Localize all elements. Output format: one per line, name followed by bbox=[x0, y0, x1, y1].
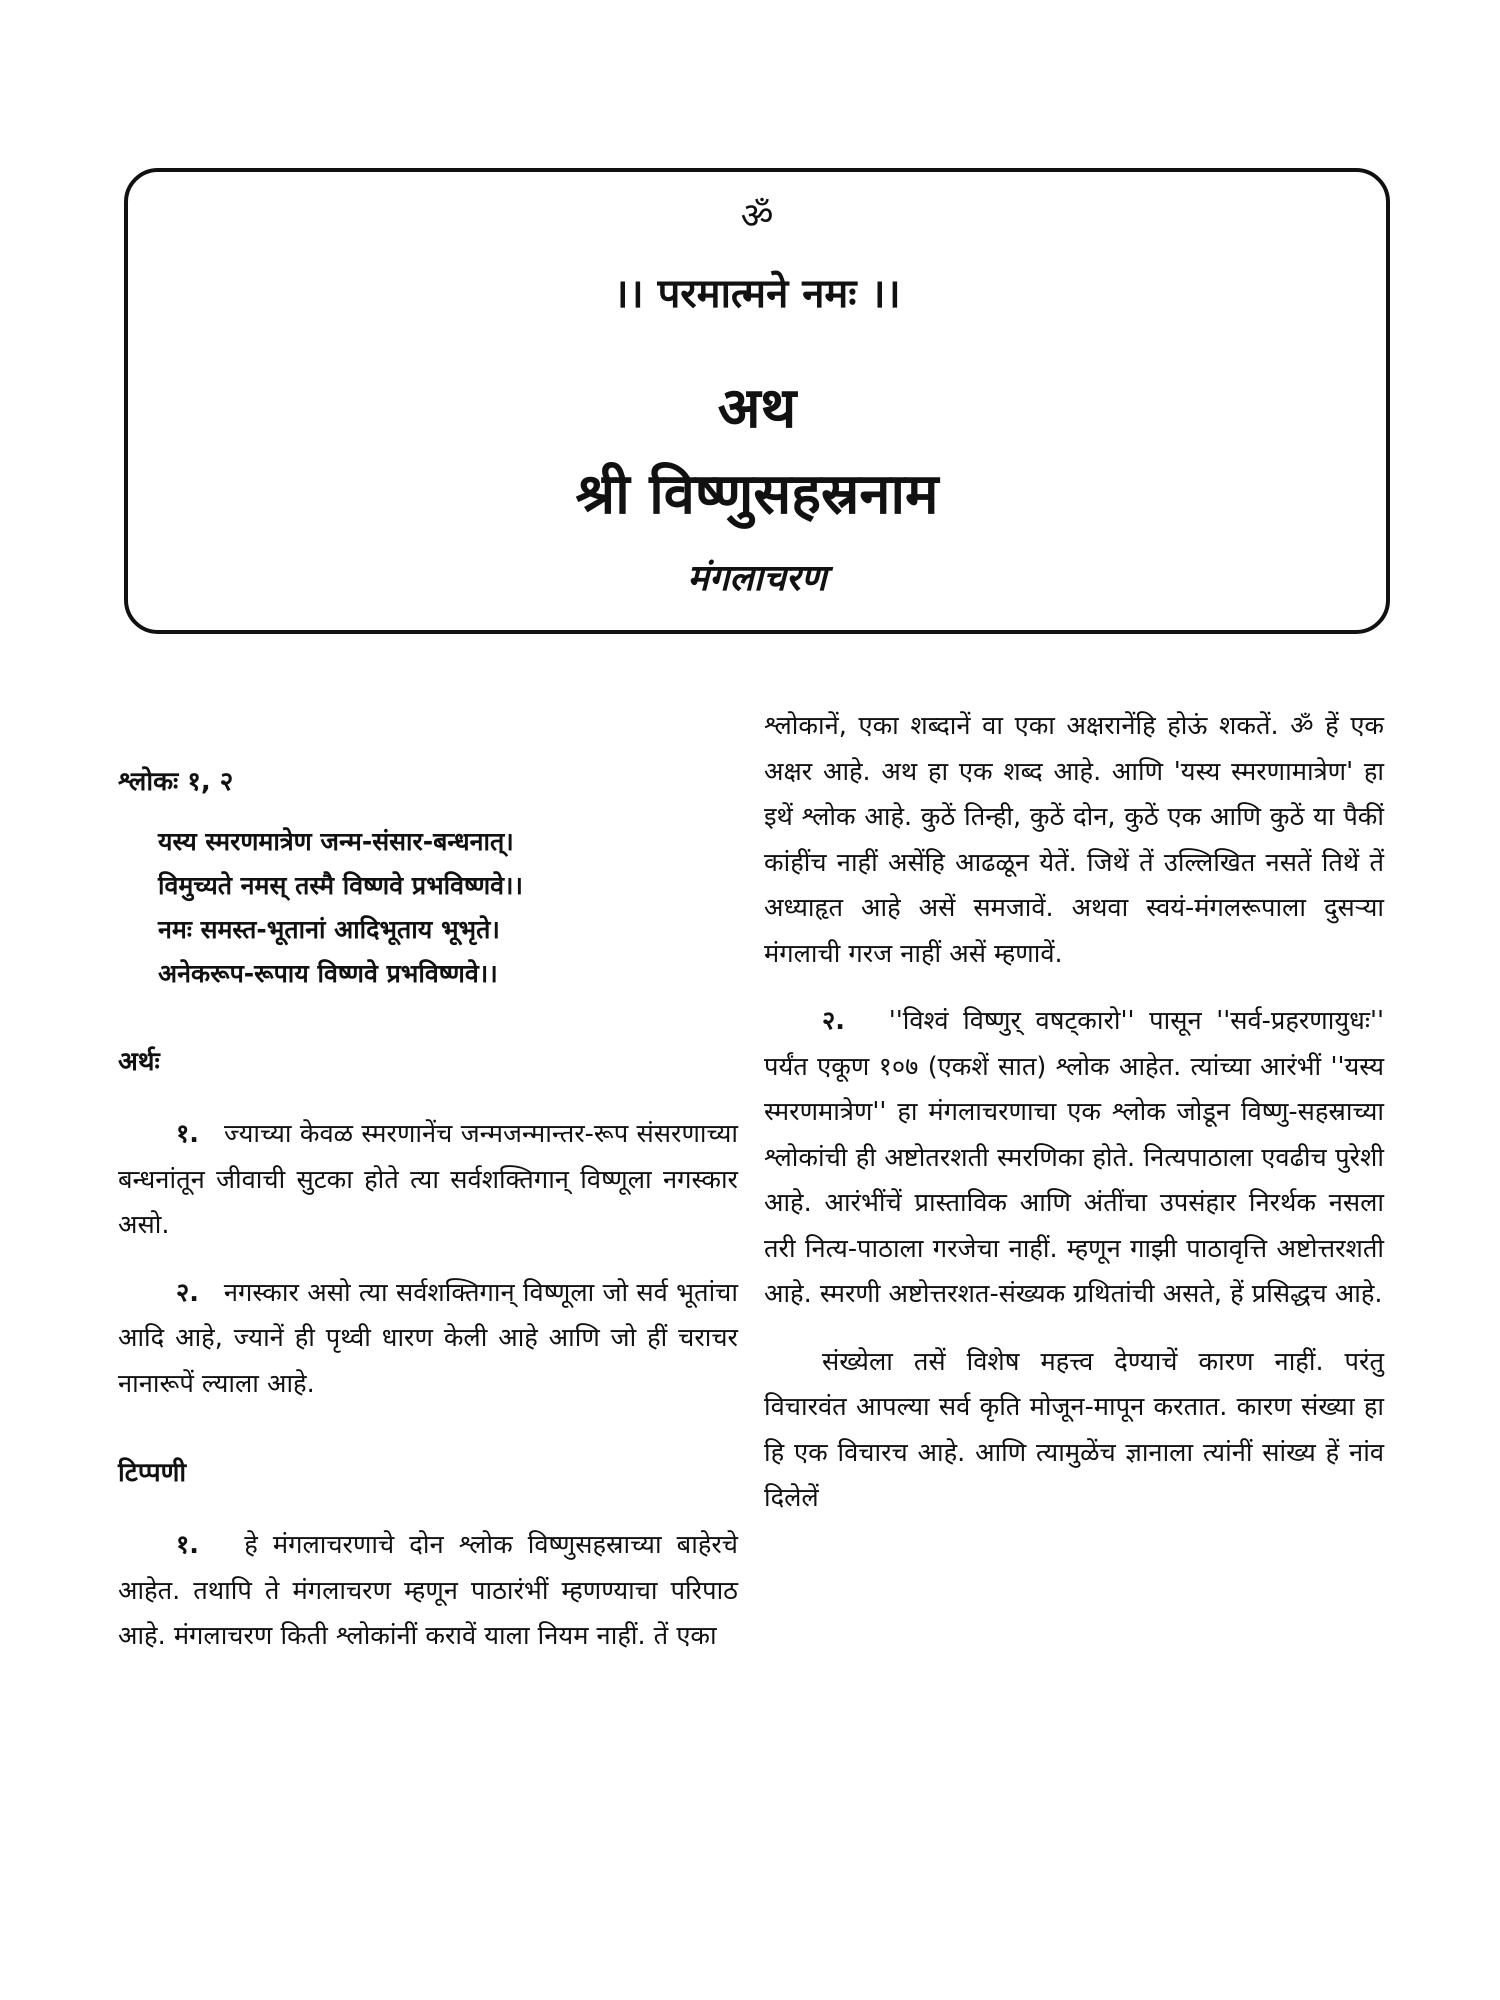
shloka-heading: श्लोकः १, २ bbox=[118, 767, 234, 797]
paragraph-text: हे मंगलाचरणाचे दोन श्लोक विष्णुसहस्राच्या बाहेरचे आहेत. तथापि ते मंगलाचरण म्हणून पाठारंभीं म्हणण्याचा परिपाठ आहे. मंगलाचरण किती श्लोकांनीं करावें याला नियम नाहीं. तें एका bbox=[118, 1530, 738, 1651]
paragraph-number: १. bbox=[176, 1119, 199, 1149]
body-paragraph bbox=[764, 999, 1384, 1318]
verse-line: विमुच्यते नमस् तस्मै विष्णवे प्रभविष्णवे।। bbox=[158, 871, 523, 900]
meaning-paragraph bbox=[118, 1271, 738, 1408]
paragraph-text: ज्याच्या केवळ स्मरणानेंच जन्मजन्मान्तर-रूप संसरणाच्या बन्धनांतून जीवाची सुटका होते त्या सर्वशक्तिगान् विष्णूला नगस्कार असो. bbox=[118, 1119, 738, 1240]
section-subtitle: मंगलाचरण bbox=[687, 558, 827, 599]
verse-line: यस्य स्मरणमात्रेण जन्म-संसार-बन्धनात्। bbox=[158, 827, 514, 856]
verse-block bbox=[158, 820, 738, 996]
continued-paragraph: श्लोकानें, एका शब्दानें वा एका अक्षरानेंहि होऊं शकतें. ॐ हें एक अक्षर आहे. अथ हा एक शब्द आहे. आणि 'यस्य स्मरणामात्रेण' हा इथें श्लोक आहे. कुठें तिन्ही, कुठें दोन, कुठें एक आणि कुठें या पैकीं कांहींच नाहीं असेंहि आढळून येतें. जिथें तें उल्लिखित नसतें तिथें तें अध्याहृत आहे असें समजावें. अथवा स्वयं-मंगलरूपाला दुसऱ्या मंगलाची गरज नाहीं असें म्हणावें. bbox=[764, 711, 1384, 969]
invocation: ।। परमात्मने नमः ।। bbox=[613, 271, 901, 317]
notes-heading: टिप्पणी bbox=[118, 1458, 187, 1488]
header-box bbox=[124, 168, 1390, 634]
paragraph-number: २. bbox=[176, 1277, 199, 1308]
meaning-paragraph bbox=[118, 1112, 738, 1249]
paragraph-text: ''विश्वं विष्णुर् वषट्कारो'' पासून ''सर्व-प्रहरणायुधः'' पर्यंत एकूण १०७ (एकशें सात) श्लोक आहेत. त्यांच्या आरंभीं ''यस्य स्मरणमात्रेण'' हा मंगलाचरणाचा एक श्लोक जोडून विष्णु-सहस्राच्या श्लोकांची ही अष्टोतरशती स्मरणिका होते. नित्यपाठाला एवढीच पुरेशी आहे. आरंभींचें प्रास्ताविक आणि अंतींचा उपसंहार निरर्थक नसला तरी नित्य-पाठाला गरजेचा नाहीं. म्हणून गाझी पाठावृत्ति अष्टोत्तरशती आहे. स्मरणी अष्टोत्तरशत-संख्यक ग्रथितांची असते, हें प्रसिद्धच आहे. bbox=[764, 1006, 1384, 1309]
verse-line: नमः समस्त-भूतानां आदिभूताय भूभृते। bbox=[158, 915, 500, 944]
note-paragraph bbox=[118, 1523, 738, 1660]
body-paragraph: संख्येला तसें विशेष महत्त्व देण्याचें कारण नाहीं. परंतु विचारवंत आपल्या सर्व कृति मोजून-मापून करतात. कारण संख्या हा हि एक विचारच आहे. आणि त्यामुळेंच ज्ञानाला त्यांनीं सांख्य हें नांव दिलेलें bbox=[764, 1346, 1384, 1513]
title-line-1: अथ bbox=[717, 376, 797, 441]
om-symbol: ॐ bbox=[740, 196, 774, 237]
title-line-2: श्री विष्णुसहस्रनाम bbox=[575, 462, 939, 527]
paragraph-number: २. bbox=[822, 1006, 845, 1036]
verse-line: अनेकरूप-रूपाय विष्णवे प्रभविष्णवे।। bbox=[158, 959, 498, 988]
paragraph-number: १. bbox=[176, 1530, 199, 1560]
meaning-heading: अर्थः bbox=[118, 1047, 160, 1077]
paragraph-text: नगस्कार असो त्या सर्वशक्तिगान् विष्णूला जो सर्व भूतांचा आदि आहे, ज्यानें ही पृथ्वी धारण केली आहे आणि जो हीं चराचर नानारूपें ल्याला आहे. bbox=[118, 1277, 738, 1399]
left-column bbox=[118, 700, 738, 1660]
right-column bbox=[764, 704, 1384, 1522]
